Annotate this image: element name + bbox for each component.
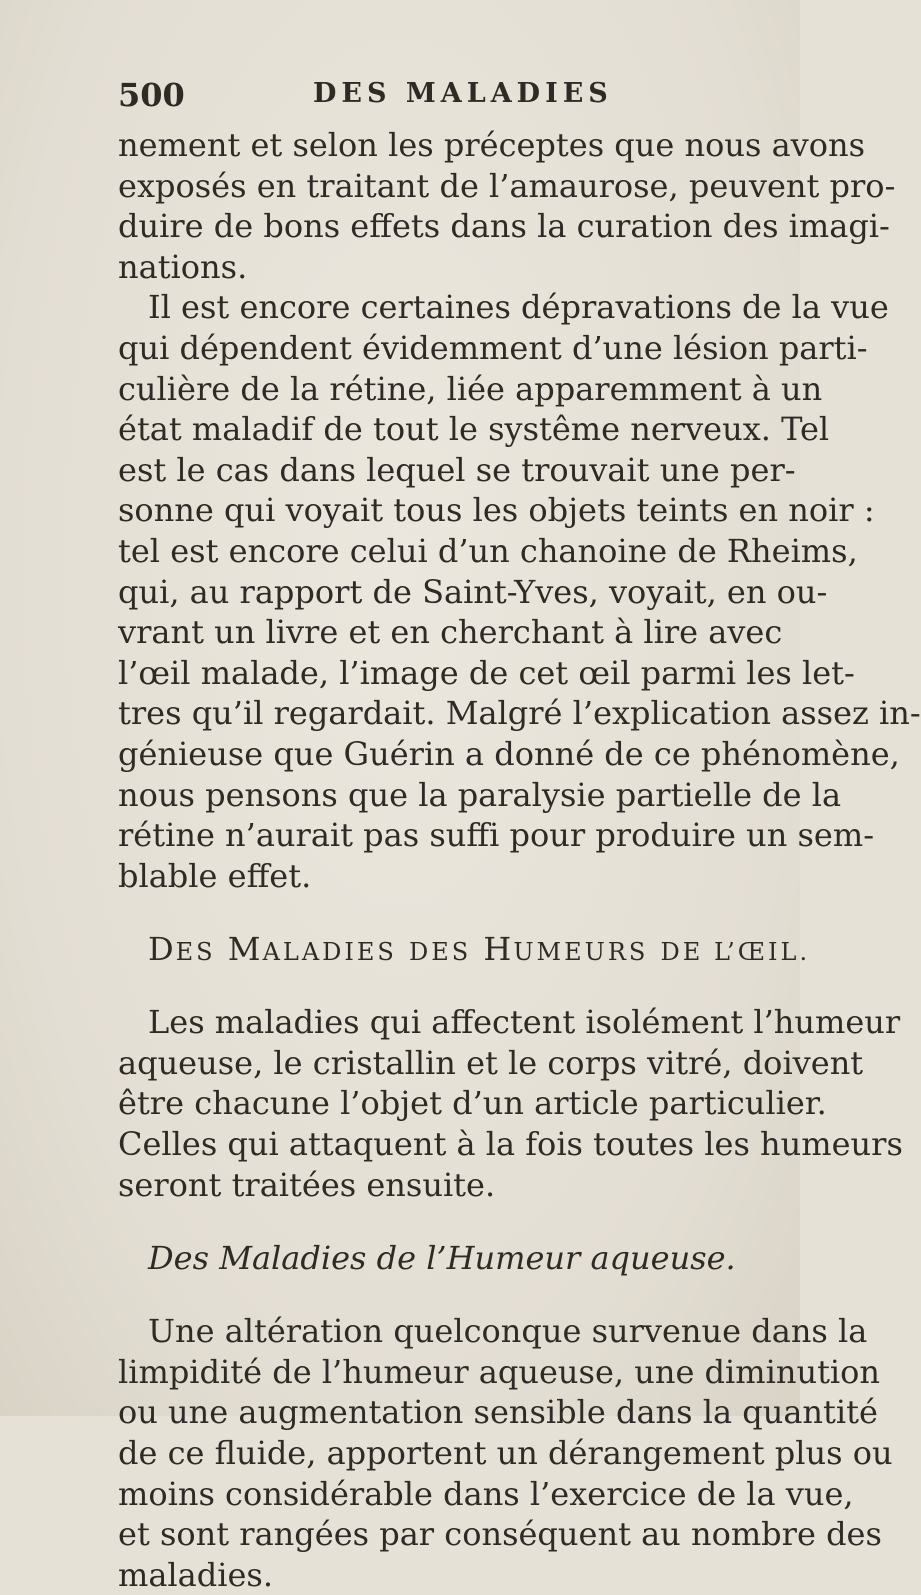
spacer xyxy=(118,972,668,1002)
text-line: culière de la rétine, liée apparemment à un xyxy=(118,369,823,408)
text-line: vrant un livre et en cherchant à lire avec xyxy=(118,613,783,652)
heading-small-caps: DE L’ŒIL. xyxy=(660,938,811,967)
text-line: maladies. xyxy=(118,1555,273,1594)
heading-initial: M xyxy=(227,930,263,969)
text-line: nous pensons que la paralysie partielle de la xyxy=(118,775,842,814)
heading-small-caps: UMEURS xyxy=(513,938,649,967)
heading-small-caps: DES xyxy=(409,938,472,967)
text-line: être chacune l’objet d’un article particulier. xyxy=(118,1084,827,1123)
text-line: Les maladies qui affectent isolément l’humeur xyxy=(148,1003,901,1042)
text-line: qui, au rapport de Saint-Yves, voyait, en ou- xyxy=(118,572,828,611)
text-line: duire de bons effets dans la curation des imagi- xyxy=(118,207,890,246)
heading-initial: D xyxy=(148,930,176,969)
text-line: qui dépendent évidemment d’une lésion parti- xyxy=(118,328,868,367)
spacer xyxy=(118,1281,668,1311)
spacer xyxy=(118,896,668,926)
heading-initial: H xyxy=(483,930,514,969)
paragraph-1 xyxy=(118,125,896,287)
paragraph-4 xyxy=(118,1311,893,1595)
heading-small-caps: ALADIES xyxy=(262,938,397,967)
subsection-heading: Des Maladies de l’Humeur aqueuse. xyxy=(148,1239,736,1278)
text-line: nations. xyxy=(118,247,248,286)
text-line: rétine n’aurait pas suffi pour produire un sem- xyxy=(118,816,874,855)
text-line: génieuse que Guérin a donné de ce phénomène, xyxy=(118,734,900,773)
body-text xyxy=(118,125,921,1595)
text-line: blable effet. xyxy=(118,856,312,895)
text-line: tres qu’il regardait. Malgré l’explication assez in- xyxy=(118,694,921,733)
text-line: limpidité de l’humeur aqueuse, une diminution xyxy=(118,1352,881,1391)
text-line: nement et selon les préceptes que nous avons xyxy=(118,126,866,164)
paragraph-3 xyxy=(118,1002,903,1205)
heading-small-caps: ES xyxy=(175,938,216,967)
text-line: est le cas dans lequel se trouvait une per- xyxy=(118,450,796,489)
text-line: Il est encore certaines dépravations de la vue xyxy=(148,288,889,327)
text-line: aqueuse, le cristallin et le corps vitré, doivent xyxy=(118,1043,864,1082)
page-number: 500 xyxy=(118,76,185,114)
text-line: et sont rangées par conséquent au nombre des xyxy=(118,1515,882,1554)
section-heading xyxy=(118,926,811,972)
text-line: Celles qui attaquent à la fois toutes les humeurs xyxy=(118,1125,903,1164)
text-line: de ce fluide, apportent un dérangement plus ou xyxy=(118,1434,893,1473)
running-head: DES MALADIES xyxy=(313,78,613,109)
text-line: exposés en traitant de l’amaurose, peuvent pro- xyxy=(118,166,896,205)
text-line: ou une augmentation sensible dans la quantité xyxy=(118,1393,878,1432)
text-line: l’œil malade, l’image de cet œil parmi les let- xyxy=(118,653,855,692)
spacer xyxy=(118,1205,668,1235)
text-line: moins considérable dans l’exercice de la vue, xyxy=(118,1474,854,1513)
text-line: Une altération quelconque survenue dans la xyxy=(148,1312,868,1351)
paragraph-2 xyxy=(118,287,921,896)
text-line: tel est encore celui d’un chanoine de Rheims, xyxy=(118,531,858,570)
page-header xyxy=(118,76,678,116)
text-line: seront traitées ensuite. xyxy=(118,1165,496,1204)
text-line: état maladif de tout le systême nerveux. Tel xyxy=(118,410,830,449)
text-line: sonne qui voyait tous les objets teints en noir : xyxy=(118,491,875,530)
